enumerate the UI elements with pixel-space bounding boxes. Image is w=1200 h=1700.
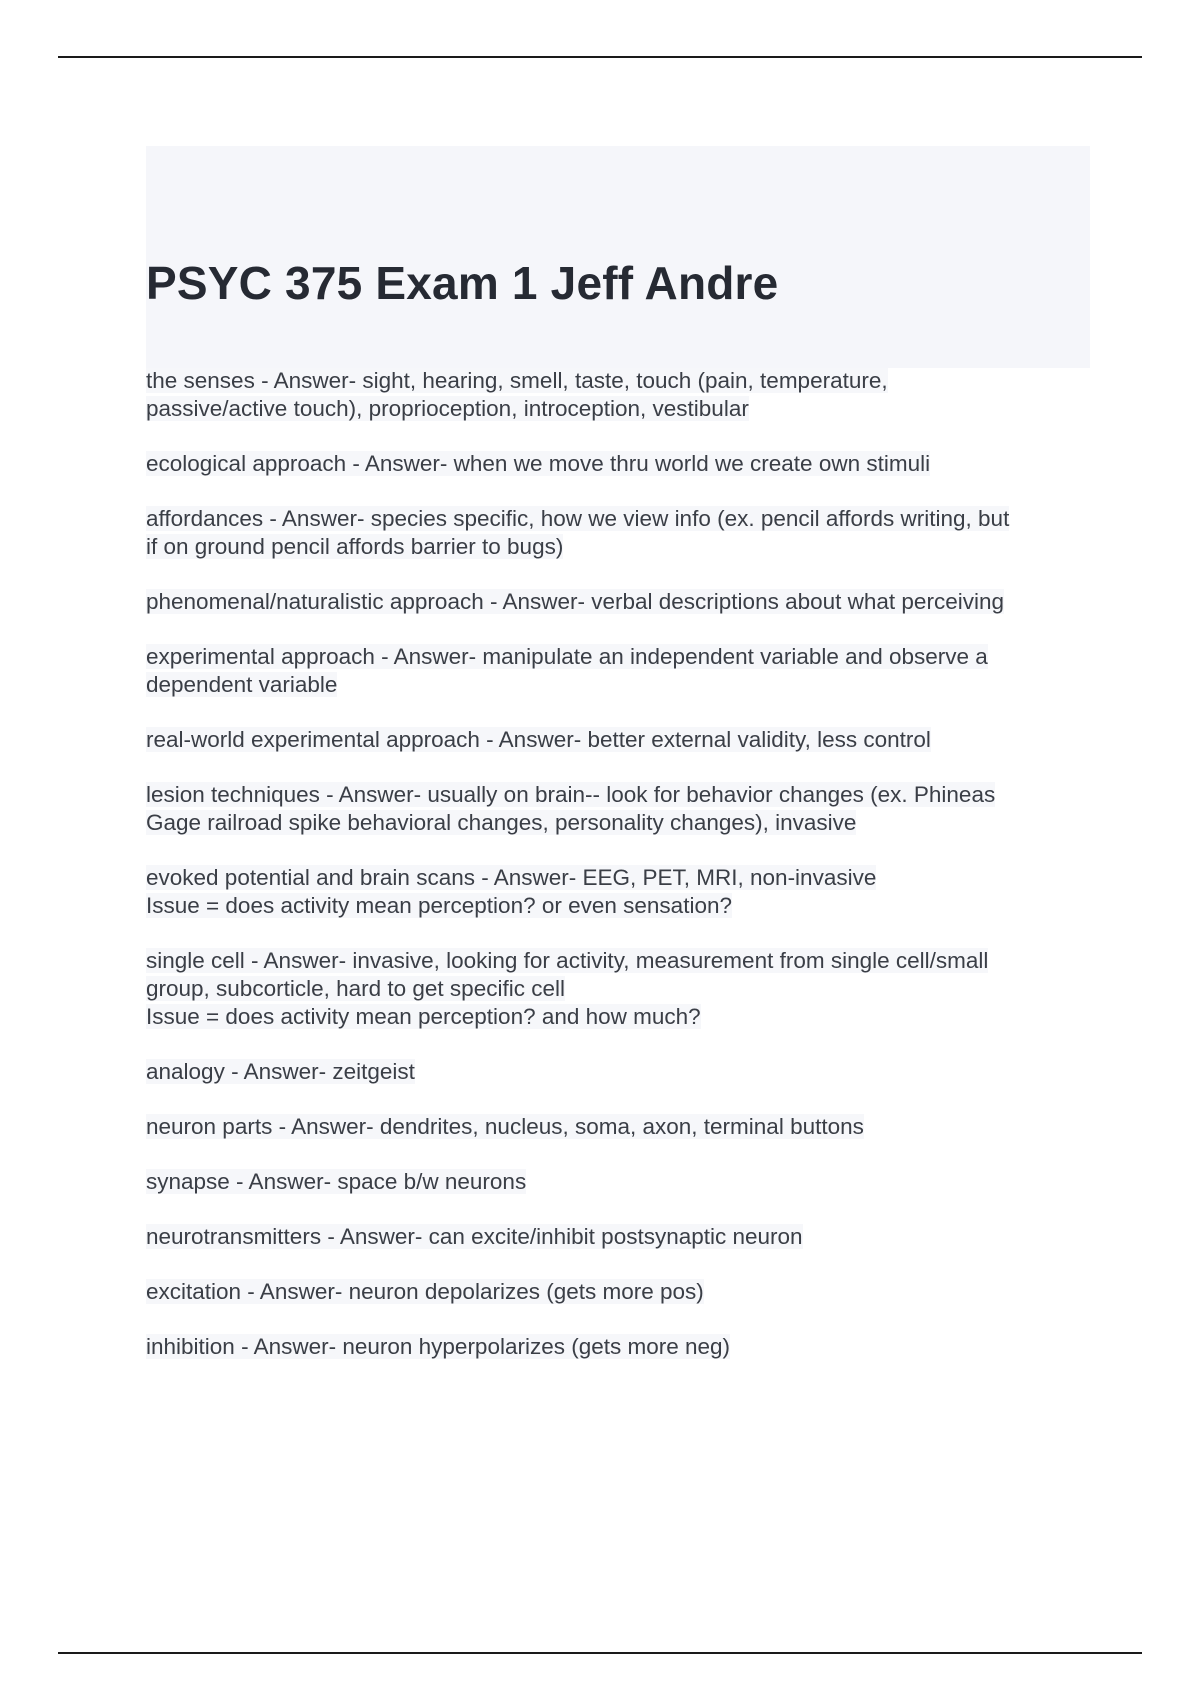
qa-text: if on ground pencil affords barrier to bugs) — [146, 534, 564, 559]
qa-line — [146, 505, 1086, 533]
qa-line — [146, 947, 1086, 975]
qa-text: group, subcorticle, hard to get specific cell — [146, 976, 565, 1001]
qa-line — [146, 533, 1086, 561]
qa-item — [146, 367, 1086, 423]
qa-text: Issue = does activity mean perception? and how much? — [146, 1004, 701, 1029]
qa-text: affordances - Answer- species specific, how we view info (ex. pencil affords writing, but — [146, 506, 1010, 531]
qa-text: synapse - Answer- space b/w neurons — [146, 1169, 527, 1194]
qa-item — [146, 450, 1086, 478]
top-rule — [58, 56, 1142, 58]
qa-line — [146, 671, 1086, 699]
qa-text: lesion techniques - Answer- usually on brain-- look for behavior changes (ex. Phineas — [146, 782, 996, 807]
qa-item — [146, 505, 1086, 561]
qa-item — [146, 781, 1086, 837]
qa-line — [146, 1223, 1086, 1251]
qa-item — [146, 588, 1086, 616]
qa-item — [146, 864, 1086, 920]
qa-line — [146, 809, 1086, 837]
qa-text: single cell - Answer- invasive, looking for activity, measurement from single cell/small — [146, 948, 989, 973]
qa-item — [146, 1278, 1086, 1306]
qa-line — [146, 1003, 1086, 1031]
qa-line — [146, 1333, 1086, 1361]
qa-text: evoked potential and brain scans - Answer- EEG, PET, MRI, non-invasive — [146, 865, 877, 890]
qa-line — [146, 1278, 1086, 1306]
qa-item — [146, 1058, 1086, 1086]
qa-text: excitation - Answer- neuron depolarizes (gets more pos) — [146, 1279, 704, 1304]
qa-text: analogy - Answer- zeitgeist — [146, 1059, 415, 1084]
qa-text: experimental approach - Answer- manipulate an independent variable and observe a — [146, 644, 988, 669]
qa-item — [146, 947, 1086, 1031]
page-title: PSYC 375 Exam 1 Jeff Andre — [146, 257, 779, 309]
qa-line — [146, 395, 1086, 423]
qa-item — [146, 1113, 1086, 1141]
qa-text: passive/active touch), proprioception, introception, vestibular — [146, 396, 749, 421]
qa-text: ecological approach - Answer- when we move thru world we create own stimuli — [146, 451, 931, 476]
qa-list — [146, 367, 1086, 1388]
qa-text: inhibition - Answer- neuron hyperpolarizes (gets more neg) — [146, 1334, 731, 1359]
qa-item — [146, 1223, 1086, 1251]
qa-text: Issue = does activity mean perception? or even sensation? — [146, 893, 732, 918]
qa-item — [146, 1333, 1086, 1361]
qa-text: neurotransmitters - Answer- can excite/inhibit postsynaptic neuron — [146, 1224, 803, 1249]
qa-line — [146, 1168, 1086, 1196]
qa-text: Gage railroad spike behavioral changes, personality changes), invasive — [146, 810, 857, 835]
qa-text: neuron parts - Answer- dendrites, nucleus, soma, axon, terminal buttons — [146, 1114, 864, 1139]
qa-line — [146, 643, 1086, 671]
qa-text: the senses - Answer- sight, hearing, smell, taste, touch (pain, temperature, — [146, 368, 888, 393]
qa-line — [146, 1113, 1086, 1141]
qa-line — [146, 726, 1086, 754]
qa-line — [146, 367, 1086, 395]
qa-item — [146, 1168, 1086, 1196]
qa-line — [146, 975, 1086, 1003]
qa-line — [146, 588, 1086, 616]
qa-line — [146, 892, 1086, 920]
qa-text: dependent variable — [146, 672, 338, 697]
qa-item — [146, 726, 1086, 754]
qa-line — [146, 450, 1086, 478]
qa-text: phenomenal/naturalistic approach - Answer- verbal descriptions about what perceiving — [146, 589, 1004, 614]
qa-item — [146, 643, 1086, 699]
qa-line — [146, 864, 1086, 892]
bottom-rule — [58, 1652, 1142, 1654]
qa-line — [146, 781, 1086, 809]
qa-text: real-world experimental approach - Answer- better external validity, less control — [146, 727, 931, 752]
qa-line — [146, 1058, 1086, 1086]
